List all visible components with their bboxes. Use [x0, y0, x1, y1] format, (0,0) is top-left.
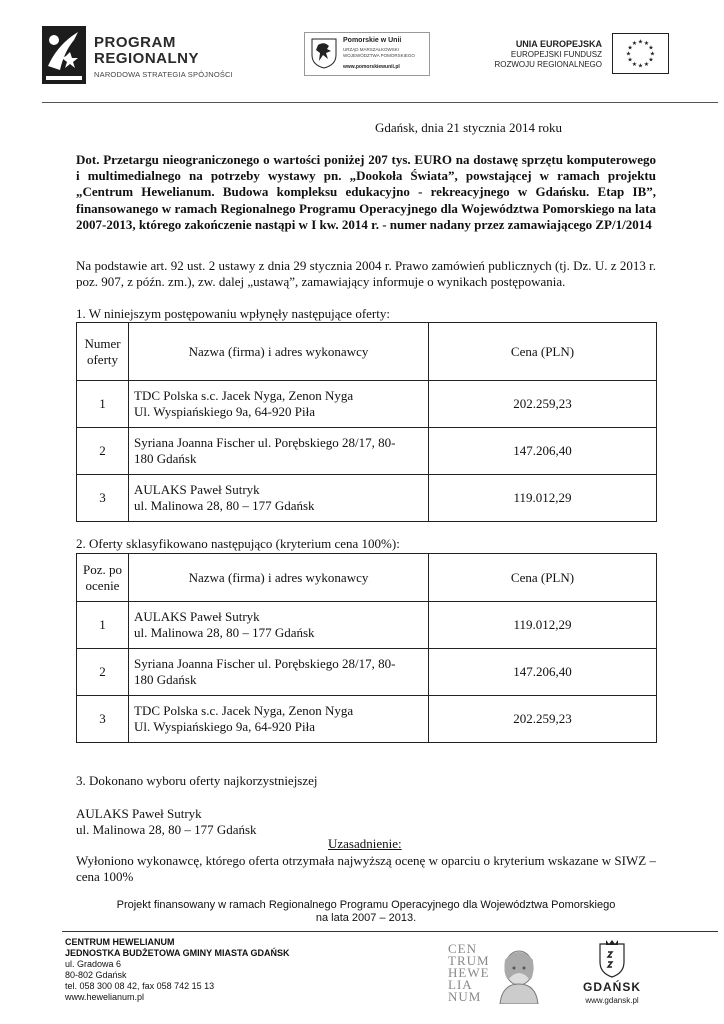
table-row [77, 428, 657, 475]
eu-caption [480, 39, 602, 70]
footer-org-type: JEDNOSTKA BUDŻETOWA GMINY MIASTA GDAŃSK [65, 948, 290, 958]
offer-contractor-address: Ul. Wyspiańskiego 9a, 64-920 Piła [134, 404, 315, 419]
section2-heading: 2. Oferty sklasyfikowano następująco (kryterium cena 100%): [76, 536, 400, 551]
eu-star-icon: ★ [627, 45, 633, 52]
program-regionalny-logo [42, 26, 282, 88]
offers-col-number: Numer oferty [77, 323, 129, 381]
footer-divider [62, 931, 718, 932]
section3-heading: 3. Dokonano wyboru oferty najkorzystniejszej [76, 773, 318, 788]
offer-contractor-address: 180 Gdańsk [134, 451, 197, 466]
offer-contractor-name: AULAKS Paweł Sutryk [134, 482, 260, 497]
selected-offer [76, 806, 257, 838]
footer-postal: 80-802 Gdańsk [65, 970, 127, 980]
centrum-logo-word: LIA [448, 977, 473, 992]
ranking-contractor-address: 180 Gdańsk [134, 672, 197, 687]
ranking-price: 147.206,40 [429, 649, 657, 696]
gdansk-logo-name: GDAŃSK [582, 980, 641, 994]
pomorskie-url: www.pomorskiewunii.pl [343, 64, 400, 70]
eu-star-icon: ★ [631, 41, 638, 48]
offer-contractor [129, 381, 429, 428]
ranking-table-header [77, 554, 657, 602]
ranking-price: 202.259,23 [429, 696, 657, 743]
offer-price: 147.206,40 [429, 428, 657, 475]
offer-number: 1 [77, 381, 129, 428]
footer-org-name: CENTRUM HEWELIANUM [65, 937, 175, 947]
document-intro: Na podstawie art. 92 ust. 2 ustawy z dnia 29 stycznia 2004 r. Prawo zamówień publicznych (tj. Dz. U. z 2013 r. poz. 907, z późn. zm.), zw. dalej „ustawą”, zamawiający informuje o wynikach postępowania. [76, 258, 656, 290]
offers-col-name: Nazwa (firma) i adres wykonawcy [129, 323, 429, 381]
offer-contractor [129, 475, 429, 522]
centrum-logo-word: NUM [448, 989, 482, 1004]
gdansk-logo [572, 940, 652, 1008]
offers-table [76, 322, 657, 522]
ranking-position: 1 [77, 602, 129, 649]
selected-offer-name: AULAKS Paweł Sutryk [76, 806, 202, 821]
ranking-price: 119.012,29 [429, 602, 657, 649]
offers-table-header [77, 323, 657, 381]
pomorskie-title: Pomorskie w Unii [343, 37, 402, 44]
ranking-contractor [129, 649, 429, 696]
funding-note-line2: na lata 2007 – 2013. [315, 912, 417, 924]
footer-street: ul. Gradowa 6 [65, 959, 122, 969]
offer-contractor [129, 428, 429, 475]
eu-line2: EUROPEJSKI FUNDUSZ [510, 50, 602, 59]
ranking-contractor-name: Syriana Joanna Fischer ul. Porębskiego 28/17, 80- [134, 656, 396, 671]
footer-phone: tel. 058 300 08 42, fax 058 742 15 13 [65, 981, 215, 991]
eu-star-icon: ★ [648, 45, 654, 52]
offer-contractor-address: ul. Malinowa 28, 80 – 177 Gdańsk [134, 498, 315, 513]
funding-note [76, 899, 656, 925]
table-row [77, 381, 657, 428]
document-date: Gdańsk, dnia 21 stycznia 2014 roku [375, 120, 563, 135]
document-subject: Dot. Przetargu nieograniczonego o wartości poniżej 207 tys. EURO na dostawę sprzętu komputerowego i multimedialnego na potrzeby wystawy pn. „Dookoła Świata”, powstającej w ramach projektu „Centrum Hewelianum. Budowa kompleksu edukacyjno - rekreacyjnego w Gdańsku. Etap IB”, finansowanego w ramach Regionalnego Programu Operacyjnego dla Województwa Pomorskiego na lata 2007-2013, którego zakończenie nastąpi w I kw. 2014 r. - numer nadany przez zamawiającego ZP/1/2014 [76, 152, 656, 232]
eu-star-icon: ★ [637, 39, 644, 46]
pomorskie-subtitle: URZĄD MARSZAŁKOWSKI WOJEWÓDZTWA POMORSKIEGO [343, 47, 415, 58]
offers-col-price: Cena (PLN) [429, 323, 657, 381]
pomorskie-w-unii-logo [304, 32, 430, 76]
offer-price: 202.259,23 [429, 381, 657, 428]
ranking-position: 2 [77, 649, 129, 696]
eu-star-icon: ★ [627, 57, 633, 64]
program-logo-line2: REGIONALNY [94, 50, 200, 67]
ranking-col-price: Cena (PLN) [429, 554, 657, 602]
table-row [77, 602, 657, 649]
offer-number: 3 [77, 475, 129, 522]
eu-star-icon: ★ [631, 61, 638, 68]
header-divider [42, 102, 718, 103]
ranking-col-position: Poz. po ocenie [77, 554, 129, 602]
table-row [77, 696, 657, 743]
justification-title: Uzasadnienie: [328, 836, 402, 851]
eu-star-icon: ★ [649, 51, 656, 58]
ranking-contractor [129, 602, 429, 649]
offer-contractor-name: TDC Polska s.c. Jacek Nyga, Zenon Nyga [134, 388, 354, 403]
centrum-logo-word: TRUM [448, 953, 490, 968]
centrum-logo-word: CEN [448, 941, 477, 956]
ranking-contractor-name: TDC Polska s.c. Jacek Nyga, Zenon Nyga [134, 703, 354, 718]
funding-note-line1: Projekt finansowany w ramach Regionalnego Programu Operacyjnego dla Województwa Pomorskiego [116, 899, 616, 911]
table-row [77, 649, 657, 696]
program-logo-line1: PROGRAM [94, 34, 176, 51]
ranking-contractor-address: ul. Malinowa 28, 80 – 177 Gdańsk [134, 625, 315, 640]
offer-price: 119.012,29 [429, 475, 657, 522]
offer-contractor-name: Syriana Joanna Fischer ul. Porębskiego 28/17, 80- [134, 435, 396, 450]
ranking-col-name: Nazwa (firma) i adres wykonawcy [129, 554, 429, 602]
centrum-logo-word: HEWE [448, 965, 490, 980]
eu-flag-icon [612, 33, 669, 74]
eu-star-icon: ★ [648, 57, 654, 64]
program-logo-line3: NARODOWA STRATEGIA SPÓJNOŚCI [94, 70, 233, 79]
gdansk-crest-icon [596, 940, 628, 978]
footer-web: www.hewelianum.pl [65, 992, 145, 1002]
program-regionalny-mark-icon [42, 26, 86, 84]
ranking-contractor-address: Ul. Wyspiańskiego 9a, 64-920 Piła [134, 719, 315, 734]
ranking-contractor [129, 696, 429, 743]
eu-line3: ROZWOJU REGIONALNEGO [494, 60, 602, 69]
selected-offer-address: ul. Malinowa 28, 80 – 177 Gdańsk [76, 822, 257, 837]
section1-heading: 1. W niniejszym postępowaniu wpłynęły następujące oferty: [76, 306, 390, 321]
ranking-contractor-name: AULAKS Paweł Sutryk [134, 609, 260, 624]
ranking-table [76, 553, 657, 743]
ranking-position: 3 [77, 696, 129, 743]
griffin-crest-icon [309, 37, 339, 69]
footer-address [65, 937, 290, 1003]
offer-number: 2 [77, 428, 129, 475]
justification-text: Wyłoniono wykonawcę, którego oferta otrzymała najwyższą ocenę w oparciu o kryterium wskazane w SIWZ – cena 100% [76, 853, 656, 885]
eu-line1: UNIA EUROPEJSKA [515, 39, 602, 49]
table-row [77, 475, 657, 522]
eu-star-icon: ★ [643, 41, 650, 48]
centrum-hewelianum-logo [446, 942, 550, 1004]
hevelius-portrait-icon [490, 944, 548, 1004]
gdansk-url: www.gdansk.pl [585, 996, 639, 1005]
eu-star-icon: ★ [637, 63, 644, 70]
eu-star-icon: ★ [643, 61, 650, 68]
eu-star-icon: ★ [625, 51, 632, 58]
